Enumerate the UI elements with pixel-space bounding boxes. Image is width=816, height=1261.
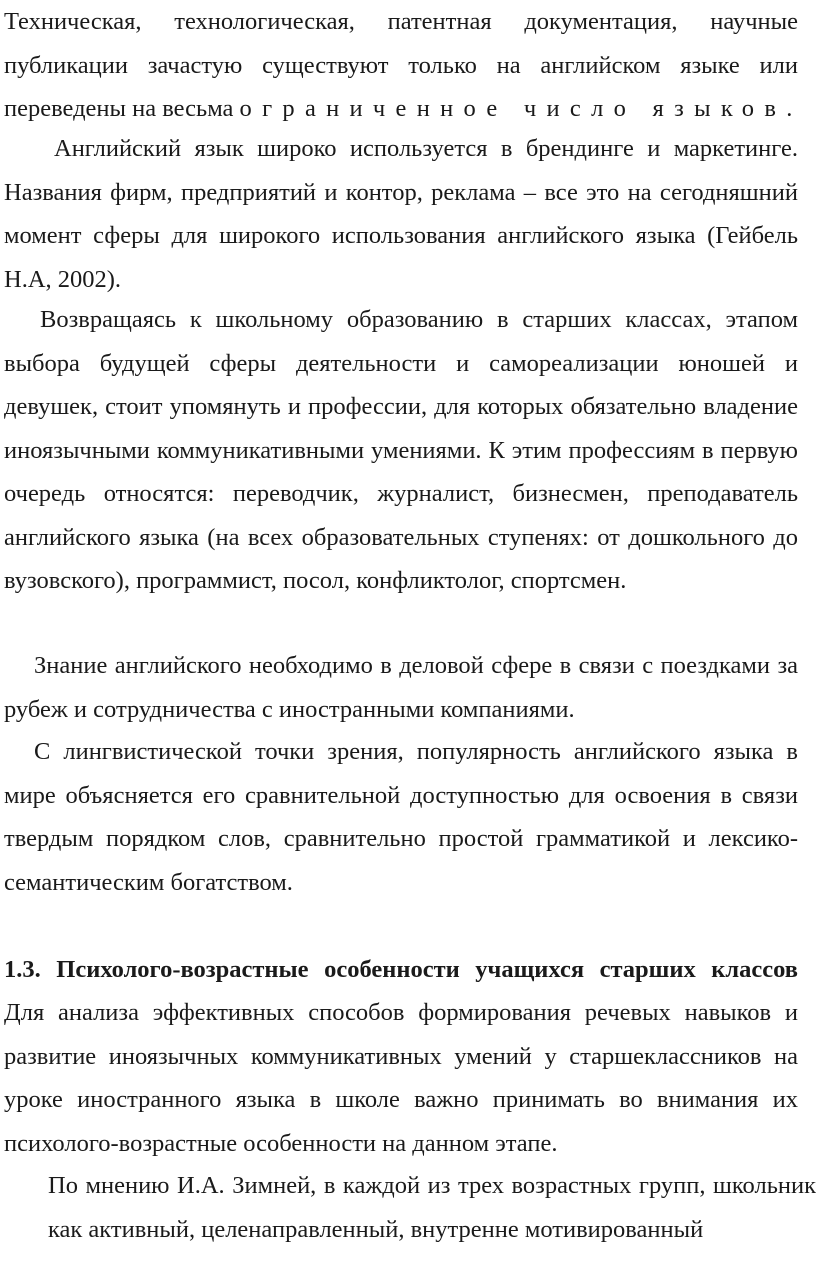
paragraph-1-text: Техническая, технологическая, патентная документация, научные публикации зачастую существуют только на английском языке или переведены на весьма xyxy=(4,8,798,122)
paragraph-1 xyxy=(4,0,798,131)
paragraph-6: Для анализа эффективных способов формирования речевых навыков и развитие иноязычных коммуникативных умений у старшеклассников на уроке иностранного языка в школе важно принимать во внимания их психолого-возрастные особенности на данном этапе. xyxy=(4,999,798,1157)
paragraph-5: С лингвистической точки зрения, популярность английского языка в мире объясняется его сравнительной доступностью для освоения в связи твердым порядком слов, сравнительно простой грамматикой и лексико-семантическим богатством. xyxy=(4,738,798,896)
section-heading: 1.3. Психолого-возрастные особенности учащихся старших классов xyxy=(4,956,798,983)
paragraph-1-spaced-text: ограниченное число языков xyxy=(239,95,787,122)
paragraph-4: Знание английского необходимо в деловой сфере в связи с поездками за рубеж и сотрудничества с иностранными компаниями. xyxy=(4,652,798,723)
paragraph-7: По мнению И.А. Зимней, в каждой из трех возрастных групп, школьник как активный, целенаправленный, внутренне мотивированный xyxy=(48,1172,816,1243)
paragraph-1-end: . xyxy=(786,95,793,122)
paragraph-3: Возвращаясь к школьному образованию в старших классах, этапом выбора будущей сферы деятельности и самореализации юношей и девушек, стоит упомянуть и профессии, для которых обязательно владение иноязычными коммуникативными умениями. К этим профессиям в первую очередь относятся: переводчик, журналист, бизнесмен, преподаватель английского языка (на всех образовательных ступенях: от дошкольного до вузовского), программист, посол, конфликтолог, спортсмен. xyxy=(4,306,798,594)
paragraph-2: Английский язык широко используется в брендинге и маркетинге. Названия фирм, предприятий и контор, реклама – все это на сегодняшний момент сферы для широкого использования английского языка (Гейбель Н.А, 2002). xyxy=(4,135,798,293)
